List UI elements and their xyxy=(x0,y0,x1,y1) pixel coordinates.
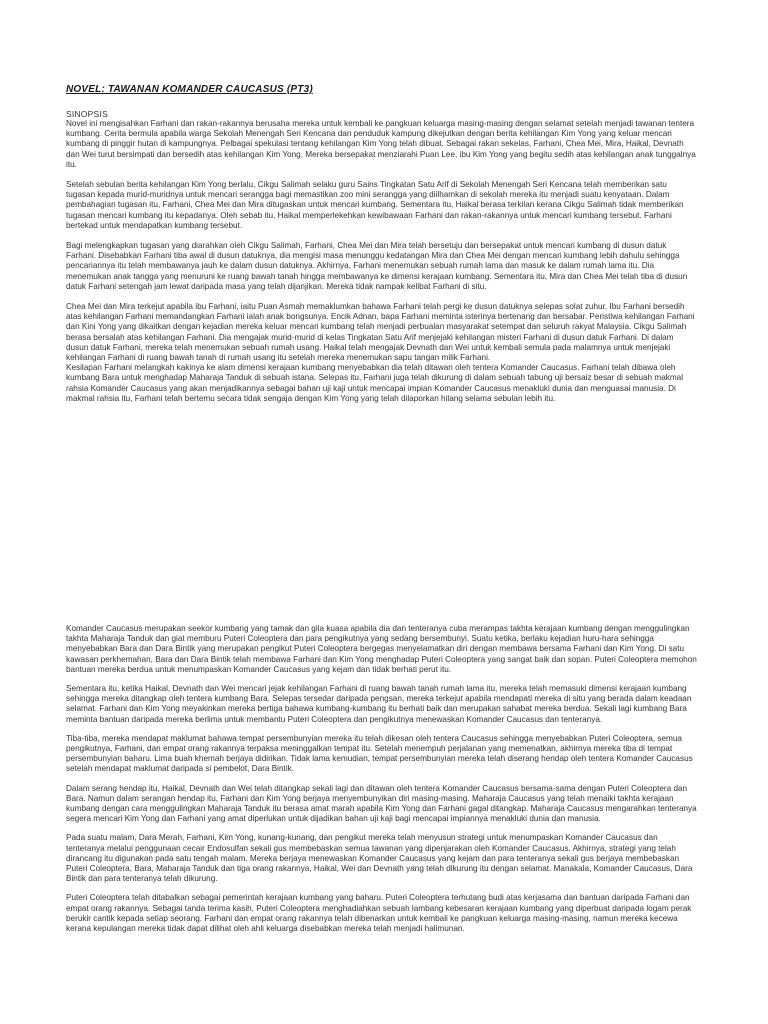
document-page-2 xyxy=(66,624,698,943)
document-title: NOVEL: TAWANAN KOMANDER CAUCASUS (PT3) xyxy=(66,84,313,95)
paragraph: Novel ini mengisahkan Farhani dan rakan-rakannya berusaha mereka untuk kembali ke pangkuan keluarga masing-masing dengan selamat setelah menjadi tawanan tentera kumbang. Cerita bermula apabila warga Sekolah Menengah Seri Kencana dan penduduk kampung dikejutkan dengan berita kehilangan Kim Yong yang keluar mencari kumbang di pinggir hutan di kampungnya. Pelbagai spekulasi tentang kehilangan Kim Yong telah dibuat. Sebagai rakan sekelas, Farhani, Chea Mei, Mira, Haikal, Devnath dan Wei turut bersimpati dan bersedih atas kehilangan Kim Yong. Mereka bersepakat menziarahi Puan Lee, ibu Kim Yong yang begitu sedih atas kehilangan anak tunggalnya itu. xyxy=(66,119,696,169)
paragraph: Puteri Coleoptera telah ditabalkan sebagai pemerintah kerajaan kumbang yang baharu. Puteri Coleoptera terhutang budi atas kerjasama dan bantuan daripada Farhani dan empat orang rakannya. Sebagai tanda terima kasih, Puteri Coleoptera menghadiahkan sebuah lambang kebesaran kerajaan kumbang yang diperbuat daripada logam perak berukir cantik kepada setiap seorang. Farhani dan empat orang rakannya telah dibenarkan untuk kembali ke pangkuan keluarga masing-masing, namun mereka kecewa kerana kepulangan mereka tidak dapat dilihat oleh ahli keluarga disebabkan mereka telah menjadi halimunan. xyxy=(66,893,692,934)
document-page-1 xyxy=(66,84,698,414)
paragraph: Tiba-tiba, mereka mendapat maklumat bahawa tempat persembunyian mereka itu telah dikesan oleh tentera Caucasus sehingga menyebabkan Puteri Coleoptera, semua pengikutnya, Farhani, dan empat orang rakannya terpaksa meninggalkan tempat itu. Setelah menempuh perjalanan yang memenatkan, akhirnya mereka tiba di tempat persembunyian baharu. Lima buah khemah berjaya didirikan. Tidak lama kemudian, tempat persembunyian mereka telah diserang hendap oleh tentera Komander Caucasus setelah mendapat maklumat daripada si pembelot, Dara Bintik. xyxy=(66,733,693,774)
paragraph: Komander Caucasus merupakan seekor kumbang yang tamak dan gila kuasa apabila dia dan tenteranya cuba merampas takhta kerajaan kumbang dengan menggulingkan takhta Maharaja Tanduk dan giat memburu Puteri Coleoptera dan para pengikutnya yang sedang bersembunyi. Suatu ketika, berlaku kejadian huru-hara sehingga menyebabkan Bara dan Dara Bintik yang merupakan pengikut Puteri Coleoptera bergegas menyelamatkan diri dengan membawa bersama Farhani dan Kim Yong. Di satu kawasan perkhemahan, Bara dan Dara Bintik telah membawa Farhani dan Kim Yong menghadap Puteri Coleoptera yang sangat baik dan sopan. Puteri Coleoptera memohon bantuan mereka berdua untuk menumpaskan Komander Caucasus yang kejam dan tidak berhati perut itu. xyxy=(66,624,697,674)
sinopsis-label: SINOPSIS xyxy=(66,109,108,119)
paragraph: Dalam serang hendap itu, Haikal, Devnath dan Wei telah ditangkap sekali lagi dan ditawan oleh tentera Komander Caucasus bersama-sama dengan Puteri Coleoptera dan Bara. Namun dalam serangan hendap itu, Farhani dan Kim Yong berjaya menyembunyikan diri masing-masing. Maharaja Caucasus yang telah menaiki takhta kerajaan kumbang dengan cara menggulingkan Maharaja Tanduk itu berasa amat marah apabila Kim Yong dan Farhani gagal ditangkap. Maharaja Caucasus mengarahkan tenteranya segera mencari Kim Yong dan Farhani yang amat diperlukan untuk dijadikan bahan uji kaji bagi mencapai impiannya menakluki dunia dan manusia. xyxy=(66,783,697,824)
paragraph: Chea Mei dan Mira terkejut apabila ibu Farhani, iaitu Puan Asmah memaklumkan bahawa Farhani telah pergi ke dusun datuknya selepas solat zuhur. Ibu Farhani bersedih atas kehilangan Farhani memandangkan Farhani ialah anak bongsunya. Encik Adnan, bapa Farhani meminta isterinya bertenang dan bersabar. Peristiwa kehilangan Farhani dan Kini Yong yang dikaitkan dengan kejadian mereka keluar mencari kumbang telah menjadi perbualan masyarakat setempat dan seluruh rakyat Malaysia. Cikgu Salimah berasa bersalah atas kehilangan Farhani. Dia mengajak murid-murid di kelas Tingkatan Satu Arif menjejaki kehilangan misteri Farhani di dusun datuk Farhani. Di dalam dusun datuk Farhani, mereka telah menemukan sebuah rumah usang. Haikal telah mengajak Devnath dan Wei untuk kembali semula pada malamnya untuk menjejaki kehilangan Farhani di ruang bawah tanah di rumah usang itu setelah mereka menemukan sapu tangan milik Farhani. xyxy=(66,302,695,363)
paragraph: Sementara itu, ketika Haikal, Devnath dan Wei mencari jejak kehilangan Farhani di ruang bawah tanah rumah lama itu, mereka telah memasuki dimensi kerajaan kumbang sehingga mereka ditangkap oleh tentera kumbang Bara. Selepas tersedar daripada pengsan, mereka terkejut apabila mendapati mereka di situ yang berada dalam keadaan selamat. Farhani dan Kim Yong meyakinkan mereka bertiga bahawa kumbang-kumbang itu berhati baik dan merupakan sahabat mereka berdua. Sekali lagi kumbang Bara meminta bantuan daripada mereka berlima untuk membantu Puteri Coleoptera dan pengikutnya menewaskan Komander Caucasus dan tenteranya. xyxy=(66,684,692,724)
paragraph: Kesilapan Farhani melangkah kakinya ke alam dimensi kerajaan kumbang menyebabkan dia telah ditawan oleh tentera Komander Caucasus. Farhani telah dibawa oleh kumbang Bara untuk menghadap Maharaja Tanduk di sebuah istana. Selepas itu, Farhani juga telah dikurung di dalam sebuah tabung uji bersaiz besar di sebuah makmal rahsia Komander Caucasus yang akan menjadikannya sebagai bahan uji kaji untuk mencapai impian Komander Caucasus menakluki dunia dan menguasai manusia. Di makmal rahsia itu, Farhani telah bertemu secara tidak sengaja dengan Kim Yong yang telah dilaporkan hilang selama sebulan lebih itu. xyxy=(66,363,684,403)
paragraph: Bagi melengkapkan tugasan yang diarahkan oleh Cikgu Salimah, Farhani, Chea Mei dan Mira telah bersetuju dan bersepakat untuk mencari kumbang di dusun datuk Farhani. Disebabkan Farhani tiba awal di dusun datuknya, dia mengisi masa menunggu kedatangan Mira dan Chea Mei dengan mencari kumbang lebih dahulu sehingga pencariannya itu telah membawanya jauh ke dalam dusun datuknya. Akhirnya, Farhani menemukan sebuah rumah lama dan masuk ke dalam rumah lama itu. Dia menemukan anak tangga yang menuruni ke ruang bawah tanah hingga membawanya ke dimensi kerajaan kumbang. Sementara itu, Mira dan Chea Mei telah tiba di dusun datuk Farhani setengah jam lewat daripada masa yang telah dijanjikan. Mereka tidak nampak kelibat Farhani di situ. xyxy=(66,241,688,291)
paragraph: Pada suatu malam, Dara Merah, Farhani, Kim Yong, kunang-kunang, dan pengikut mereka telah menyusun strategi untuk menumpaskan Komander Caucasus dan tenteranya melalui penggunaan cecair Endosulfan sekali gus membebaskan semua tawanan yang dipenjarakan oleh Komander Caucasus. Akhirnya, strategi yang telah dirancang itu digunakan pada satu tengah malam. Mereka berjaya menewaskan Komander Caucasus yang kejam dan para tenteranya sekali gus berjaya membebaskan Puteri Coleoptera, Bara, Maharaja Tanduk dan tiga orang rakannya, Haikal, Wei dan Devnath yang telah dikurung itu dengan selamat. Manakala, Komander Caucasus, Dara Bintik dan para tenteranya telah dikurung. xyxy=(66,833,693,884)
paragraph: Setelah sebulan berita kehilangan Kim Yong berlalu, Cikgu Salimah selaku guru Sains Tingkatan Satu Arif di Sekolah Menengah Seri Kencana telah memberikan satu tugasan kepada murid-muridnya untuk mencari serangga bagi memastikan zoo mini serangga yang diilhamkan di sekolah mereka itu menjadi suatu kenyataan. Dalam pembahagian tugasan itu, Farhani, Chea Mei dan Mira ditugaskan untuk mencari kumbang. Sementara itu, Haikal berasa terkilan kerana Cikgu Salimah tidak memberikan tugasan mencari kumbang itu kepadanya. Oleh sebab itu, Haikal memperlekehkan kewibawaan Farhani dan rakan-rakannya untuk mencari kumbang tersebut. Farhani bertekad untuk mendapatkan kumbang tersebut. xyxy=(66,180,684,230)
